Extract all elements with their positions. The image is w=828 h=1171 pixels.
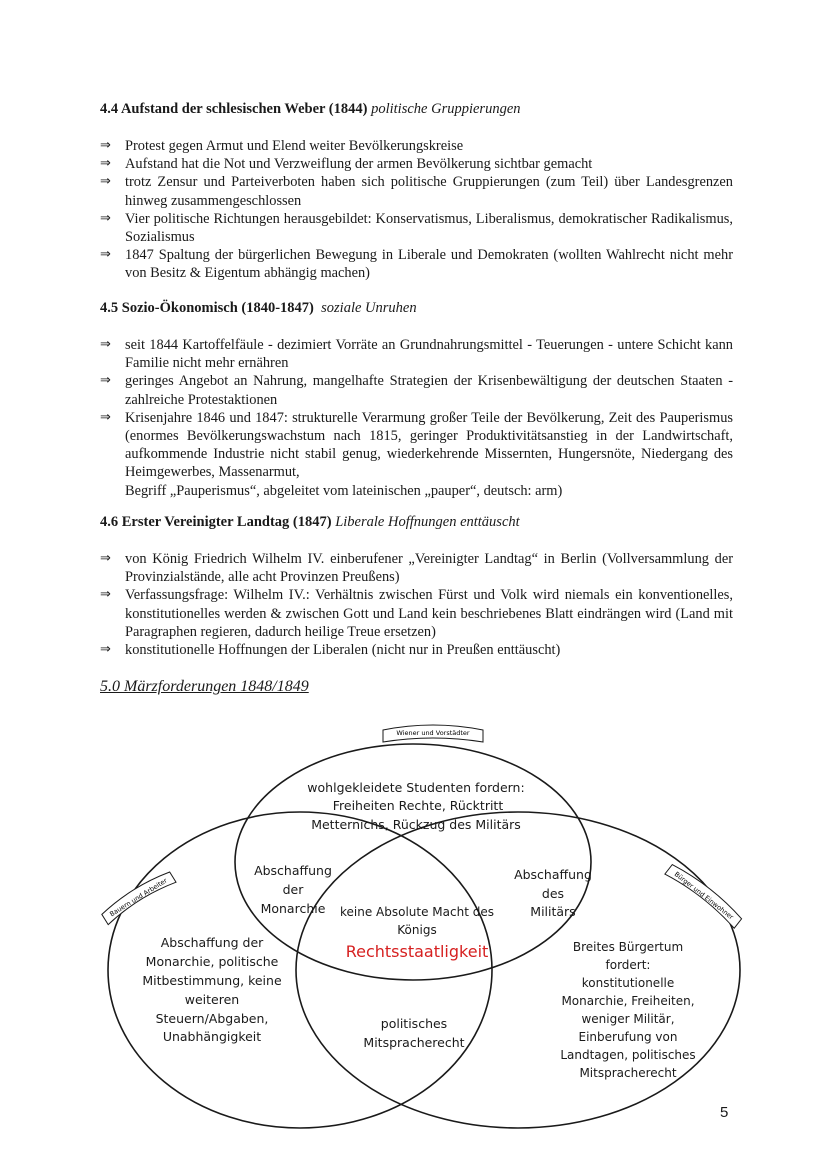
- section-title: Erster Vereinigter Landtag (1847): [121, 514, 332, 530]
- svg-text:konstitutionelle: konstitutionelle: [581, 976, 675, 990]
- list-item: ⇒ trotz Zensur und Parteiverboten haben sich politische Gruppierungen (zum Teil) über Landesgrenzen hinweg zusammengeschlossen: [100, 174, 733, 209]
- list-item: ⇒ geringes Angebot an Nahrung, mangelhafte Strategien der Krisenbewältigung der deutschen Staaten - zahlreiche Protestaktionen: [100, 373, 733, 408]
- region-left-right: [363, 1016, 464, 1050]
- svg-text:Landtagen, politisches: Landtagen, politisches: [560, 1048, 696, 1062]
- group-label-top: [383, 725, 483, 742]
- svg-text:Abschaffung: Abschaffung: [254, 863, 332, 878]
- svg-text:der: der: [282, 882, 304, 897]
- svg-text:weniger Militär,: weniger Militär,: [581, 1012, 675, 1026]
- region-top-left: [254, 863, 332, 916]
- svg-text:Mitbestimmung, keine: Mitbestimmung, keine: [142, 973, 282, 988]
- group-label-left: [100, 869, 176, 925]
- section-subtitle: soziale Unruhen: [321, 300, 417, 316]
- double-arrow-right-icon: ⇒: [100, 373, 111, 389]
- list-item: ⇒ Vier politische Richtungen herausgebildet: Konservatismus, Liberalismus, demokratischer Radikalismus, Sozialismus: [100, 210, 733, 246]
- region-left-only: [142, 935, 282, 1044]
- section-subtitle: politische Gruppierungen: [371, 101, 521, 117]
- list-item: ⇒ von König Friedrich Wilhelm IV. einberufener „Vereinigter Landtag“ in Berlin (Vollversammlung der Provinzialstände, alle acht Provinzen Preußens): [100, 551, 733, 586]
- svg-text:Abschaffung: Abschaffung: [514, 867, 592, 882]
- svg-text:Bürger und Einwohner: Bürger und Einwohner: [672, 870, 735, 922]
- double-arrow-right-icon: ⇒: [100, 210, 111, 226]
- list-item: ⇒ Verfassungsfrage: Wilhelm IV.: Verhältnis zwischen Fürst und Volk wird niemals ein konventionelles, konstitutionelles werden & zwischen Gott und Land kein beschriebenes Blatt eindrängen wird (Land mit Paragraphen regieren, dadurch heilige Treue ersetzen): [100, 587, 733, 640]
- page-number: 5: [720, 1104, 729, 1121]
- rechtsstaat-highlight: Rechtsstaatligkeit: [345, 942, 489, 961]
- region-top-right: [514, 867, 592, 919]
- svg-text:Breites Bürgertum: Breites Bürgertum: [572, 940, 684, 954]
- svg-text:Monarchie, Freiheiten,: Monarchie, Freiheiten,: [561, 994, 695, 1008]
- svg-text:Abschaffung der: Abschaffung der: [160, 935, 264, 950]
- double-arrow-right-icon: ⇒: [100, 337, 111, 352]
- region-right-only: [560, 940, 695, 1080]
- svg-text:keine Absolute Macht des: keine Absolute Macht des: [340, 905, 494, 919]
- circle-right: [296, 812, 740, 1128]
- list-item: ⇒ Aufstand hat die Not und Verzweiflung der armen Bevölkerung sichtbar gemacht: [100, 156, 593, 173]
- svg-text:Steuern/Abgaben,: Steuern/Abgaben,: [155, 1011, 269, 1026]
- svg-text:Freiheiten Rechte, Rücktritt: Freiheiten Rechte, Rücktritt: [332, 798, 504, 813]
- section-number: 4.4: [100, 101, 119, 117]
- svg-text:Wiener und Vorstädter: Wiener und Vorstädter: [396, 729, 470, 737]
- double-arrow-right-icon: ⇒: [100, 247, 111, 263]
- double-arrow-right-icon: ⇒: [100, 551, 111, 566]
- region-center: [340, 905, 494, 961]
- list-item: ⇒ seit 1844 Kartoffelfäule - dezimiert Vorräte an Grundnahrungsmittel - Teuerungen - untere Schicht kann Familie nicht mehr ernähren: [100, 337, 733, 372]
- group-label-right: [665, 861, 744, 928]
- svg-text:Bauern und Arbeiter: Bauern und Arbeiter: [108, 876, 169, 919]
- double-arrow-right-icon: ⇒: [100, 156, 111, 172]
- section-subtitle: Liberale Hoffnungen enttäuscht: [335, 514, 520, 530]
- section-number: 4.5: [100, 300, 119, 316]
- svg-text:des: des: [541, 886, 565, 901]
- circle-left: [108, 812, 492, 1128]
- double-arrow-right-icon: ⇒: [100, 174, 111, 190]
- double-arrow-right-icon: ⇒: [100, 587, 111, 603]
- list-item: ⇒ Protest gegen Armut und Elend weiter Bevölkerungskreise: [100, 138, 464, 154]
- svg-text:Monarchie: Monarchie: [260, 901, 326, 916]
- list-item: ⇒ Krisenjahre 1846 und 1847: strukturelle Verarmung großer Teile der Bevölkerung, Zeit des Pauperismus (enormes Bevölkerungswachstum nach 1815, geringer Produktivitätsanstieg in der Landwirtschaft, aufkommende Industrie nicht stabil genug, wiederkehrende Missernten, Hungersnöte, Niedergang des Heimgewerbes, Massenarmut, Begriff „Pauperismus“, abgeleitet vom lateinischen „pauper“, deutsch: arm): [100, 409, 733, 499]
- svg-text:Mitspracherecht: Mitspracherecht: [579, 1066, 677, 1080]
- svg-text:Monarchie, politische: Monarchie, politische: [145, 954, 279, 969]
- section-number: 4.6: [100, 514, 119, 530]
- svg-text:Metternichs, Rückzug des Milit: Metternichs, Rückzug des Militärs: [311, 817, 521, 832]
- svg-text:Königs: Königs: [397, 923, 437, 937]
- list-item: ⇒ konstitutionelle Hoffnungen der Liberalen (nicht nur in Preußen enttäuscht): [100, 642, 561, 659]
- svg-text:fordert:: fordert:: [605, 958, 651, 972]
- svg-text:Unabhängigkeit: Unabhängigkeit: [162, 1029, 262, 1044]
- section-title: Aufstand der schlesischen Weber (1844): [120, 101, 368, 117]
- svg-text:Militärs: Militärs: [530, 904, 576, 919]
- region-top-only: [307, 780, 524, 832]
- svg-text:Mitspracherecht: Mitspracherecht: [363, 1035, 465, 1050]
- svg-text:politisches: politisches: [380, 1016, 448, 1031]
- section-title: Sozio-Ökonomisch (1840-1847): [121, 300, 314, 316]
- double-arrow-right-icon: ⇒: [100, 642, 111, 658]
- svg-text:weiteren: weiteren: [184, 992, 240, 1007]
- svg-text:Einberufung von: Einberufung von: [578, 1030, 678, 1044]
- double-arrow-right-icon: ⇒: [100, 409, 111, 425]
- list-item: ⇒ 1847 Spaltung der bürgerlichen Bewegung in Liberale und Demokraten (wollten Wahlrecht nicht mehr von Besitz & Eigentum abhängig machen): [100, 247, 733, 282]
- svg-text:wohlgekleidete Studenten forde: wohlgekleidete Studenten fordern:: [307, 780, 525, 795]
- part-title: 5.0 Märzforderungen 1848/1849: [100, 678, 309, 695]
- double-arrow-right-icon: ⇒: [100, 138, 111, 153]
